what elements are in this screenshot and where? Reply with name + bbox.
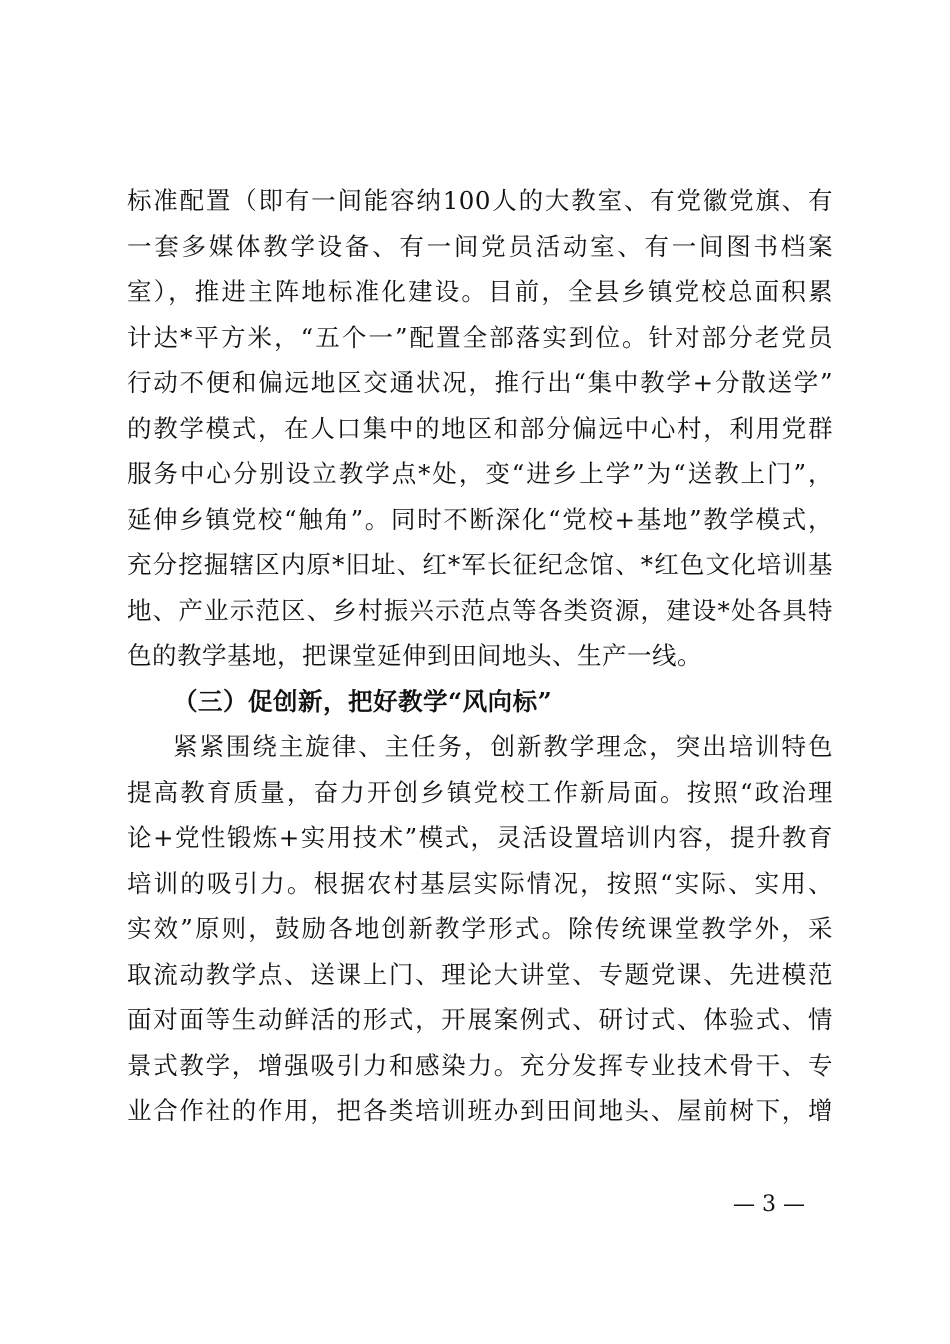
text-line: 紧紧围绕主旋律、主任务，创新教学理念，突出培训特色 — [173, 732, 833, 761]
text-line: 计达*平方米，“五个一”配置全部落实到位。针对部分老党员 — [127, 322, 833, 352]
paragraph-2 — [127, 724, 833, 1134]
text-line: 色的教学基地，把课堂延伸到田间地头、生产一线。 — [127, 641, 702, 670]
text-line: 面对面等生动鲜活的形式，开展案例式、研讨式、体验式、情 — [127, 1005, 833, 1034]
text-line: 服务中心分别设立教学点*处，变“进乡上学”为“送教上门”， — [127, 459, 833, 488]
text-line: 培训的吸引力。根据农村基层实际情况，按照“实际、实用、 — [127, 868, 833, 898]
text-line: 室），推进主阵地标准化建设。目前，全县乡镇党校总面积累 — [127, 277, 833, 306]
text-line: 延伸乡镇党校“触角”。同时不断深化“党校+基地”教学模式， — [127, 504, 833, 534]
document-body — [127, 178, 833, 1134]
text-line: 取流动教学点、送课上门、理论大讲堂、专题党课、先进模范 — [127, 959, 833, 989]
text-line: 充分挖掘辖区内原*旧址、红*军长征纪念馆、*红色文化培训基 — [127, 550, 833, 579]
text-line: 业合作社的作用，把各类培训班办到田间地头、屋前树下，增 — [127, 1096, 833, 1125]
page-number: — 3 — — [733, 1192, 805, 1217]
text-line: 的教学模式，在人口集中的地区和部分偏远中心村，利用党群 — [127, 413, 833, 443]
text-line: 一套多媒体教学设备、有一间党员活动室、有一间图书档案 — [127, 231, 833, 261]
text-line: 行动不便和偏远地区交通状况，推行出“集中教学+分散送学” — [127, 368, 833, 397]
text-line: 地、产业示范区、乡村振兴示范点等各类资源，建设*处各具特 — [127, 595, 833, 625]
paragraph-1 — [127, 178, 833, 679]
text-line: 实效”原则，鼓励各地创新教学形式。除传统课堂教学外，采 — [127, 914, 833, 943]
text-line: 论+党性锻炼+实用技术”模式，灵活设置培训内容，提升教育 — [127, 823, 833, 852]
section-heading: （三）促创新，把好教学“风向标” — [173, 686, 553, 716]
text-line: 提高教育质量，奋力开创乡镇党校工作新局面。按照“政治理 — [127, 777, 833, 807]
text-line: 景式教学，增强吸引力和感染力。充分发挥专业技术骨干、专 — [127, 1050, 833, 1080]
text-line: 标准配置（即有一间能容纳100人的大教室、有党徽党旗、有 — [127, 186, 833, 215]
